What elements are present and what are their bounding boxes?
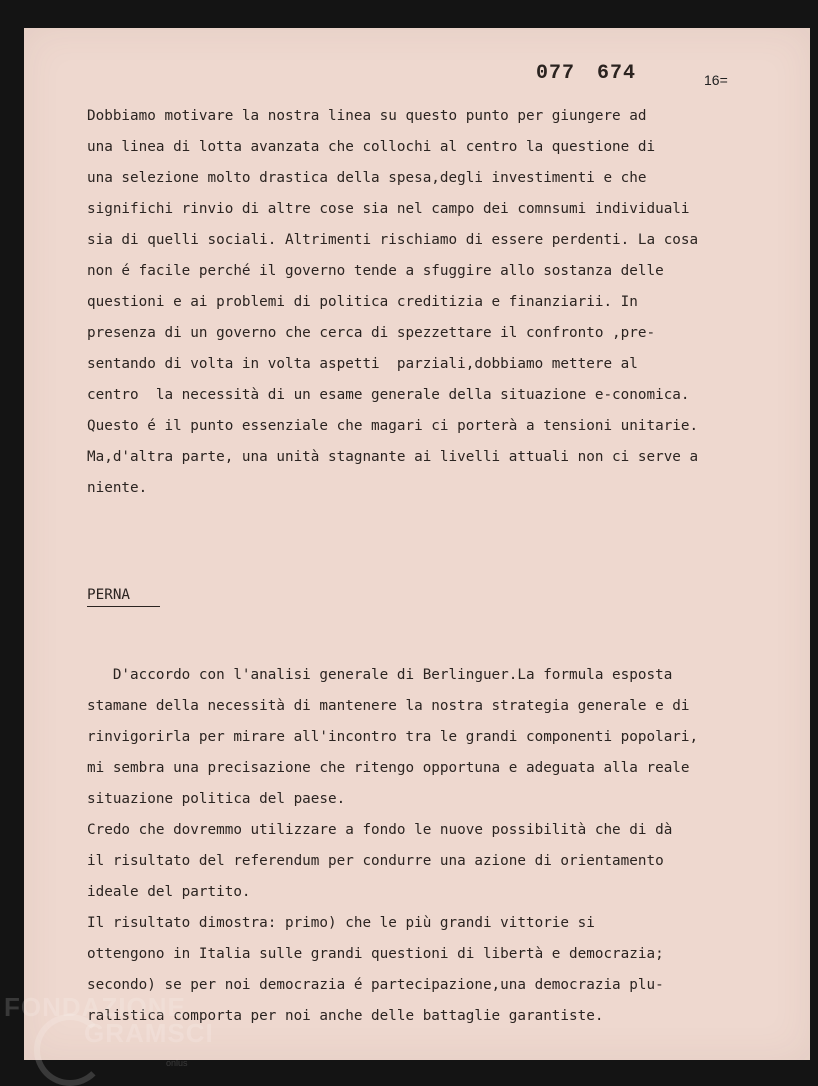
text-line: sentando di volta in volta aspetti parziali,dobbiamo mettere al xyxy=(87,356,638,372)
archive-number xyxy=(536,62,658,85)
fondazione-gramsci-watermark xyxy=(4,992,214,1068)
document-page xyxy=(24,28,810,1060)
text-line: Dobbiamo motivare la nostra linea su questo punto per giungere ad xyxy=(87,108,647,124)
text-line: significhi rinvio di altre cose sia nel campo dei comnsumi individuali xyxy=(87,201,690,217)
text-line: rinvigorirla per mirare all'incontro tra le grandi componenti popolari, xyxy=(87,729,699,745)
text-line: non é facile perché il governo tende a sfuggire allo sostanza delle xyxy=(87,263,664,279)
text-line: sia di quelli sociali. Altrimenti rischiamo di essere perdenti. La cosa xyxy=(87,232,699,248)
text-line: stamane della necessità di mantenere la nostra strategia generale e di xyxy=(87,698,690,714)
text-line: Questo é il punto essenziale che magari ci porterà a tensioni unitarie. xyxy=(87,418,699,434)
paragraph-1 xyxy=(87,101,698,504)
text-line: presenza di un governo che cerca di spezzettare il confronto ,pre- xyxy=(87,325,656,341)
text-line: il risultato del referendum per condurre una azione di orientamento xyxy=(87,853,664,869)
text-line: centro la necessità di un esame generale della situazione e-conomica. xyxy=(87,387,690,403)
watermark-line1: FONDAZIONE xyxy=(4,992,186,1022)
text-line: questioni e ai problemi di politica creditizia e finanziarii. In xyxy=(87,294,638,310)
watermark-logo-icon xyxy=(34,1014,106,1086)
text-line: una selezione molto drastica della spesa,degli investimenti e che xyxy=(87,170,647,186)
text-line: una linea di lotta avanzata che collochi al centro la questione di xyxy=(87,139,656,155)
archive-number-a: 077 xyxy=(536,62,576,85)
text-line: D'accordo con l'analisi generale di Berlinguer.La formula esposta xyxy=(87,667,673,683)
watermark-line2: GRAMSCI xyxy=(84,1018,214,1048)
text-line: situazione politica del paese. xyxy=(87,791,346,807)
archive-number-b: 674 xyxy=(597,62,637,85)
paragraph-2 xyxy=(87,660,698,1032)
text-line: mi sembra una precisazione che ritengo opportuna e adeguata alla reale xyxy=(87,760,690,776)
watermark-sub: onlus xyxy=(166,1058,188,1068)
speaker-heading: PERNA xyxy=(87,584,160,607)
text-line: Il risultato dimostra: primo) che le più grandi vittorie si xyxy=(87,915,595,931)
text-line: Credo che dovremmo utilizzare a fondo le nuove possibilità che di dà xyxy=(87,822,673,838)
text-line: niente. xyxy=(87,480,148,496)
text-line: ottengono in Italia sulle grandi questioni di libertà e democrazia; xyxy=(87,946,664,962)
text-line: ralistica comporta per noi anche delle battaglie garantiste. xyxy=(87,1008,604,1024)
text-line: Ma,d'altra parte, una unità stagnante ai livelli attuali non ci serve a xyxy=(87,449,699,465)
text-line: ideale del partito. xyxy=(87,884,251,900)
page-mark: 16= xyxy=(704,72,728,88)
text-line: secondo) se per noi democrazia é partecipazione,una democrazia plu- xyxy=(87,977,664,993)
